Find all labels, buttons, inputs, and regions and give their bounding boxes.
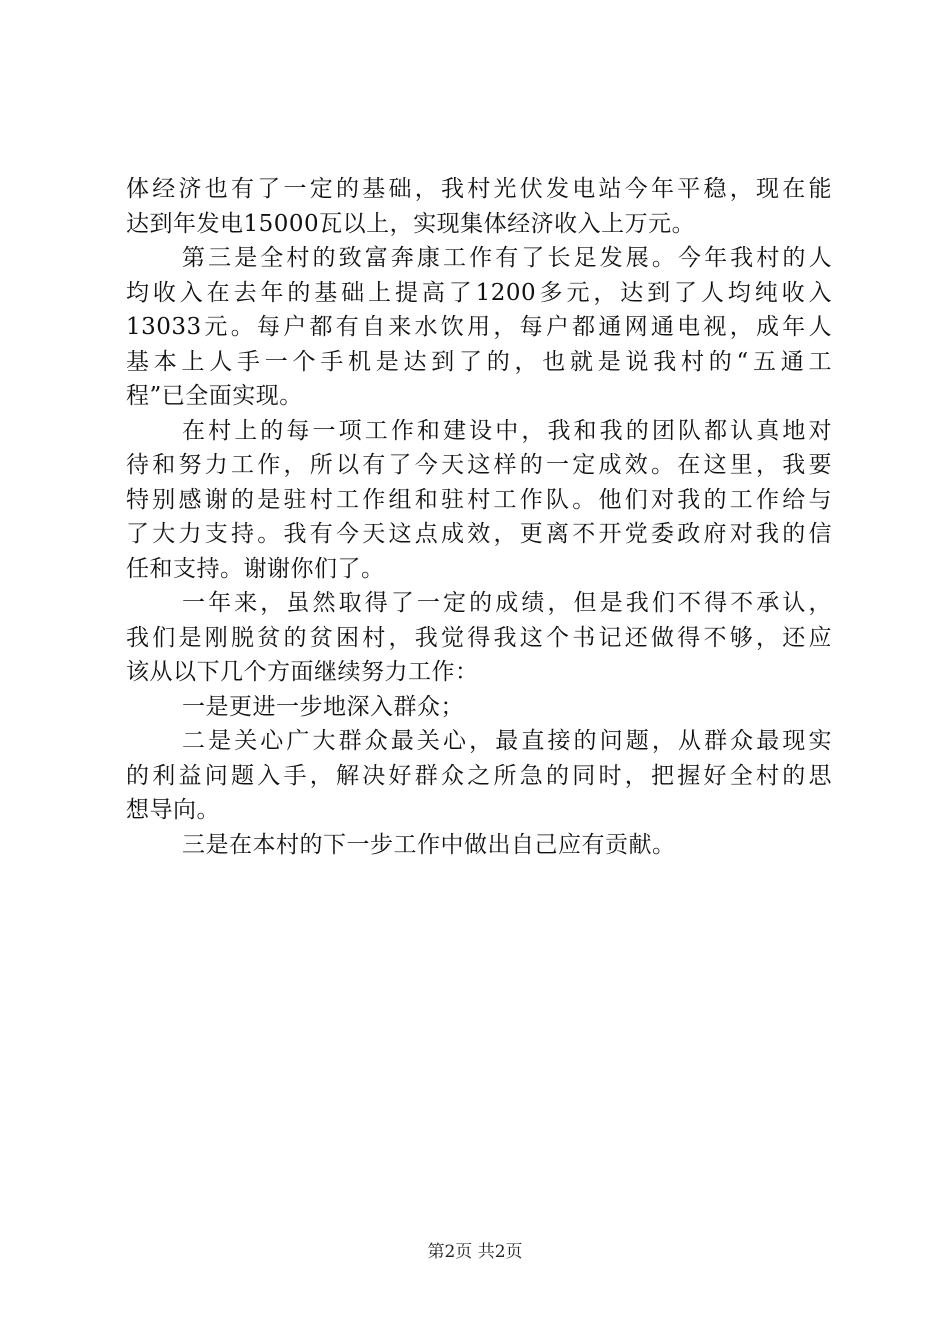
paragraph-start-line: 第三是全村的致富奔康工作有了长足发展。今年我村的人 [182, 245, 832, 271]
text-line: 体经济也有了一定的基础，我村光伏发电站今年平稳，现在能 [126, 176, 832, 202]
paragraph-start-line: 一年来，虽然取得了一定的成绩，但是我们不得不承认， [182, 590, 832, 616]
text-line: 了大力支持。我有今天这点成效，更离不开党委政府对我的信 [126, 521, 832, 547]
page-number-footer: 第2页 共2页 [427, 1242, 523, 1262]
text-line: 任和支持。谢谢你们了。 [126, 555, 385, 582]
text-line: 我们是刚脱贫的贫困村，我觉得我这个书记还做得不够，还应 [126, 624, 832, 651]
text-line: 想导向。 [126, 797, 220, 823]
text-line: 程”已全面实现。 [126, 383, 303, 409]
text-line: 特别感谢的是驻村工作组和驻村工作队。他们对我的工作给与 [126, 486, 832, 513]
text-line: 达到年发电15000瓦以上，实现集体经济收入上万元。 [126, 210, 696, 237]
text-line: 该从以下几个方面继续努力工作： [126, 659, 479, 685]
text-line: 基本上人手一个手机是达到了的，也就是说我村的“五通工 [126, 348, 832, 375]
paragraph-start-line: 二是关心广大群众最关心，最直接的问题，从群众最现实 [182, 728, 832, 754]
paragraph-start-line: 三是在本村的下一步工作中做出自己应有贡献。 [182, 831, 676, 858]
paragraph-start-line: 一是更进一步地深入群众； [182, 693, 464, 720]
text-line: 13033元。每户都有自来水饮用，每户都通网通电视，成年人 [126, 314, 832, 340]
text-line: 均收入在去年的基础上提高了1200多元，达到了人均纯收入 [126, 279, 832, 306]
document-body [126, 172, 832, 862]
text-line: 的利益问题入手，解决好群众之所急的同时，把握好全村的思 [126, 762, 832, 789]
text-line: 待和努力工作，所以有了今天这样的一定成效。在这里，我要 [126, 452, 832, 478]
paragraph-start-line: 在村上的每一项工作和建设中，我和我的团队都认真地对 [182, 417, 832, 444]
